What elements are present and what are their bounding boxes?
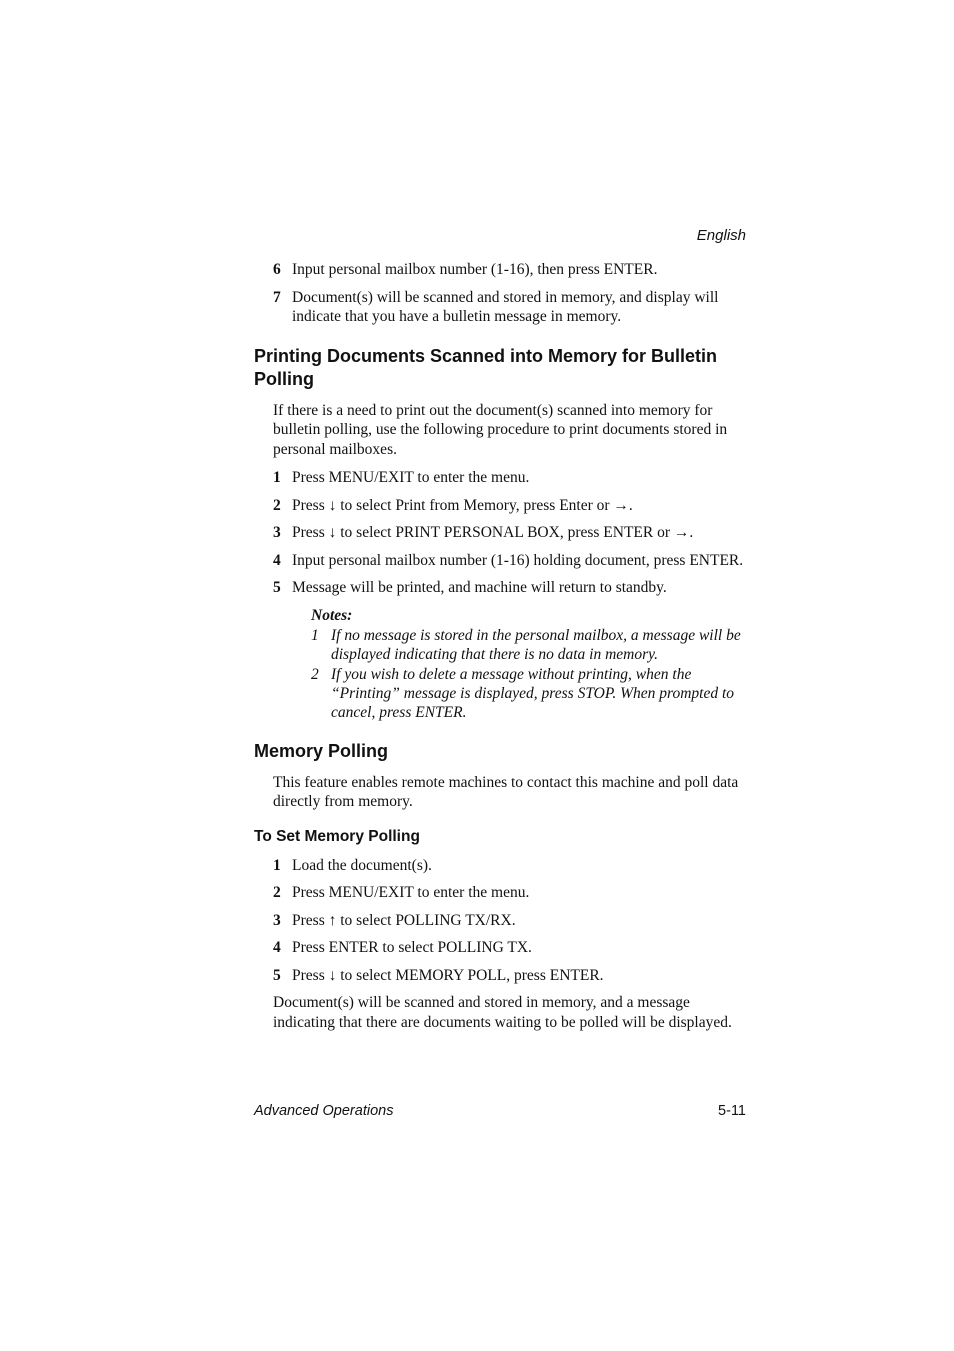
step-text: Press MENU/EXIT to enter the menu. xyxy=(292,469,530,486)
step-number: 1 xyxy=(273,856,281,874)
step-number: 2 xyxy=(273,884,281,901)
step-text: Press ↓ to select MEMORY POLL, press ENTER. xyxy=(292,966,604,984)
step-number: 4 xyxy=(273,551,281,569)
note-number: 2 xyxy=(311,665,319,683)
note-text: If no message is stored in the personal mailbox, a message will be displayed indicating that there is no data in memory. xyxy=(331,626,741,663)
note-number: 1 xyxy=(311,626,319,644)
note-item xyxy=(311,626,754,664)
list-item xyxy=(254,288,754,327)
note-item xyxy=(311,665,754,722)
subsection-heading: To Set Memory Polling xyxy=(254,827,420,845)
page-content xyxy=(254,260,754,1041)
step-text: Press ↑ to select POLLING TX/RX. xyxy=(292,911,516,929)
list-item xyxy=(254,496,754,516)
step-text: Press ↓ to select PRINT PERSONAL BOX, press ENTER or →. xyxy=(292,524,694,541)
section-heading-memory-polling: Memory Polling xyxy=(254,740,389,761)
list-item xyxy=(254,883,754,903)
step-text: Load the document(s). xyxy=(292,856,432,874)
step-text: Message will be printed, and machine will return to standby. xyxy=(292,579,667,596)
page-footer xyxy=(254,1103,746,1119)
step-text: Press ↓ to select Print from Memory, press Enter or →. xyxy=(292,496,633,514)
list-item xyxy=(254,551,754,571)
step-number: 1 xyxy=(273,469,281,486)
list-item xyxy=(254,911,754,931)
closing-paragraph: Document(s) will be scanned and stored in memory, and a message indicating that there are documents waiting to be polled will be displayed. xyxy=(273,994,732,1031)
step-text: Document(s) will be scanned and stored in memory, and display will indicate that you have a bulletin message in memory. xyxy=(292,288,719,325)
list-item xyxy=(254,966,754,986)
step-number: 3 xyxy=(273,911,281,929)
step-number: 5 xyxy=(273,579,281,596)
step-text: Input personal mailbox number (1-16), then press ENTER. xyxy=(292,261,658,278)
list-item xyxy=(254,856,754,876)
step-number: 2 xyxy=(273,496,281,514)
step-text: Press ENTER to select POLLING TX. xyxy=(292,939,532,956)
step-number: 6 xyxy=(273,261,281,278)
step-number: 5 xyxy=(273,966,281,984)
section-intro: If there is a need to print out the document(s) scanned into memory for bulletin polling, use the following procedure to print documents stored in personal mailboxes. xyxy=(273,401,728,458)
step-number: 7 xyxy=(273,288,281,306)
section-intro: This feature enables remote machines to contact this machine and poll data directly from memory. xyxy=(273,773,739,810)
list-item xyxy=(254,468,754,488)
list-item xyxy=(254,938,754,958)
step-number: 3 xyxy=(273,524,281,541)
notes-block xyxy=(254,606,754,722)
note-text: If you wish to delete a message without printing, when the “Printing” message is displayed, press STOP. When prompted to cancel, press ENTER. xyxy=(331,665,735,721)
step-text: Input personal mailbox number (1-16) holding document, press ENTER. xyxy=(292,551,744,569)
footer-section-name: Advanced Operations xyxy=(254,1103,394,1119)
header-language: English xyxy=(696,227,746,244)
footer-page-number: 5-11 xyxy=(718,1103,746,1119)
section-heading-bulletin-printing: Printing Documents Scanned into Memory for Bulletin Polling xyxy=(254,345,718,389)
step-text: Press MENU/EXIT to enter the menu. xyxy=(292,884,530,901)
notes-title: Notes: xyxy=(311,606,353,624)
step-number: 4 xyxy=(273,939,281,956)
list-item xyxy=(254,523,754,543)
list-item xyxy=(254,578,754,598)
list-item xyxy=(254,260,754,280)
